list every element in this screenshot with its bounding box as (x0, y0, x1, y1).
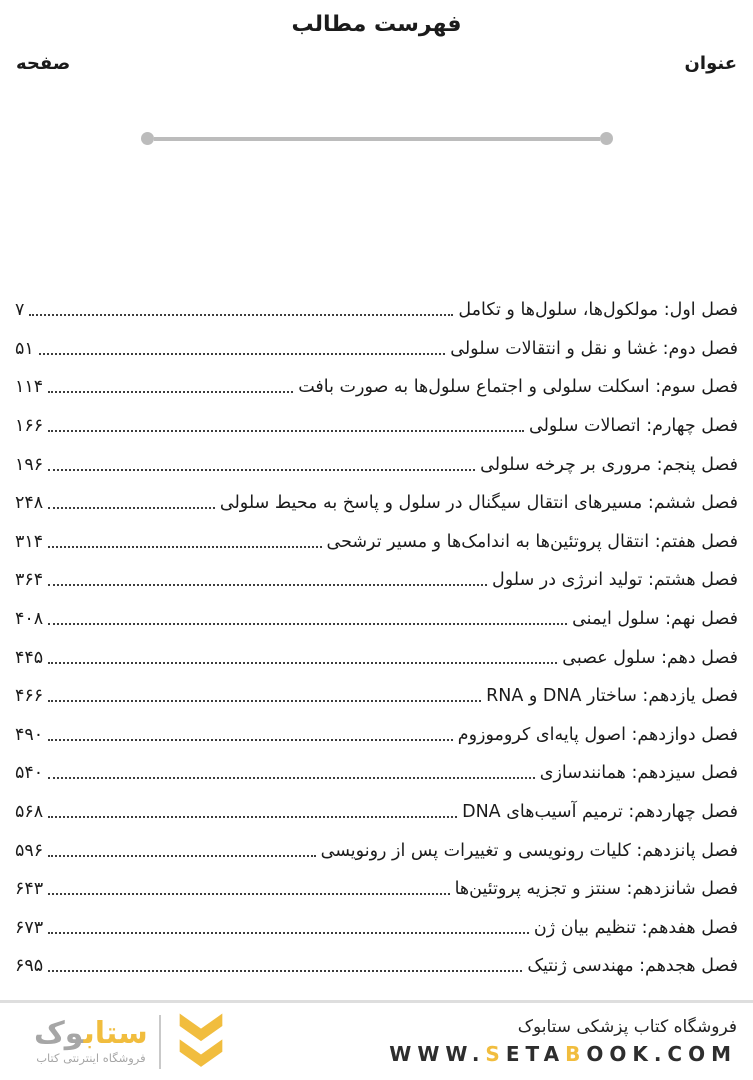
toc-entry (15, 523, 738, 562)
toc-entry-page: ۷ (15, 300, 25, 321)
dotted-leader (48, 855, 315, 857)
toc-entry-page: ۳۱۴ (15, 531, 44, 552)
column-header-title: عنوان (684, 53, 737, 74)
toc-entry-title: فصل پنجم: مروری بر چرخه سلولی (480, 454, 738, 475)
setabook-brand (34, 1010, 230, 1074)
toc-entry-page: ۱۱۴ (15, 377, 44, 398)
toc-entry (15, 677, 738, 716)
toc-entry-title: فصل چهارم: اتصالات سلولی (529, 416, 738, 437)
column-headers (0, 53, 753, 74)
toc-entry-title: فصل یازدهم: ساختار DNA و RNA (486, 686, 738, 707)
column-header-page: صفحه (16, 53, 71, 74)
toc-entry-title: فصل هفتم: انتقال پروتئین‌ها به اندامک‌ها و مسیر ترشحی (326, 531, 738, 552)
toc-entry (15, 793, 738, 832)
toc-entry (15, 831, 738, 870)
toc-entry (15, 947, 738, 986)
dotted-leader (48, 623, 567, 625)
toc-entry-title: فصل دوازدهم: اصول پایه‌ای کروموزوم (457, 724, 738, 745)
footer (0, 1000, 753, 1080)
toc-entry-title: فصل هشتم: تولید انرژی در سلول (492, 570, 738, 591)
toc-entry (15, 291, 738, 330)
dotted-leader (48, 816, 457, 818)
url-letter-s: S (485, 1042, 506, 1066)
toc-entry (15, 909, 738, 948)
toc-entry-page: ۱۶۶ (15, 416, 44, 437)
store-info (389, 1017, 737, 1066)
toc-entry (15, 445, 738, 484)
setabook-chevron-logo-icon (172, 1010, 230, 1074)
toc-entry (15, 754, 738, 793)
section-divider (141, 132, 613, 145)
toc-entry (15, 600, 738, 639)
setabook-wordmark (34, 1015, 148, 1051)
toc-entry-title: فصل نهم: سلول ایمنی (572, 609, 738, 630)
dotted-leader (48, 584, 487, 586)
page-title: فهرست مطالب (291, 12, 462, 37)
toc-entry-page: ۶۴۳ (15, 879, 44, 900)
dotted-leader (39, 353, 445, 355)
toc-entry-page: ۴۹۰ (15, 724, 44, 745)
toc-entry-title: فصل هفدهم: تنظیم بیان ژن (533, 917, 738, 938)
toc-entry (15, 561, 738, 600)
toc-entry-title: فصل ششم: مسیرهای انتقال سیگنال در سلول و پاسخ به محیط سلولی (219, 493, 738, 514)
toc-entry-page: ۴۰۸ (15, 609, 44, 630)
divider-dot-right (600, 132, 613, 145)
dotted-leader (48, 970, 522, 972)
toc-entry-title: فصل هجدهم: مهندسی ژنتیک (527, 956, 738, 977)
toc-entry-title: فصل دهم: سلول عصبی (562, 647, 738, 668)
toc-entry-page: ۲۴۸ (15, 493, 44, 514)
dotted-leader (48, 662, 557, 664)
toc-entry-page: ۱۹۶ (15, 454, 44, 475)
toc-entry (15, 638, 738, 677)
toc-entry-title: فصل شانزدهم: سنتز و تجزیه پروتئین‌ها (454, 879, 738, 900)
dotted-leader (48, 932, 529, 934)
dotted-leader (48, 430, 524, 432)
store-name-line: فروشگاه کتاب پزشکی ستابوک (517, 1017, 737, 1037)
setabook-tagline: فروشگاه اینترنتی کتاب (36, 1051, 146, 1066)
wordmark-yellow-part: ستاب (83, 1015, 148, 1051)
toc-entry-page: ۵۱ (15, 338, 34, 359)
toc-entry-page: ۵۴۰ (15, 763, 44, 784)
toc-entry-title: فصل سیزدهم: همانندسازی (539, 763, 738, 784)
toc-entry (15, 716, 738, 755)
toc-entry-title: فصل دوم: غشا و نقل و انتقالات سلولی (450, 338, 738, 359)
toc-entry-page: ۵۹۶ (15, 840, 44, 861)
toc-entry-page: ۳۶۴ (15, 570, 44, 591)
dotted-leader (48, 739, 453, 741)
toc-entry (15, 330, 738, 369)
dotted-leader (29, 314, 453, 316)
url-rest: OOK.COM (586, 1042, 737, 1066)
toc-entry-title: فصل پانزدهم: کلیات رونویسی و تغییرات پس از رونویسی (320, 840, 738, 861)
toc-entry (15, 870, 738, 909)
toc-entry-page: ۶۹۵ (15, 956, 44, 977)
dotted-leader (48, 893, 449, 895)
toc-entry-page: ۵۶۸ (15, 802, 44, 823)
toc-entry-page: ۶۷۳ (15, 917, 44, 938)
url-prefix: WWW. (389, 1042, 486, 1066)
toc-entry-page: ۴۴۵ (15, 647, 44, 668)
dotted-leader (48, 469, 475, 471)
toc-entry-page: ۴۶۶ (15, 686, 44, 707)
logo-divider-bar (159, 1015, 161, 1069)
dotted-leader (48, 546, 321, 548)
divider-dot-left (141, 132, 154, 145)
toc-entry-title: فصل سوم: اسکلت سلولی و اجتماع سلول‌ها به صورت بافت (298, 377, 738, 398)
toc-entry (15, 407, 738, 446)
toc-list (0, 291, 753, 986)
toc-entry (15, 484, 738, 523)
dotted-leader (48, 391, 293, 393)
toc-entry-title: فصل چهاردهم: ترمیم آسیب‌های DNA (462, 802, 738, 823)
dotted-leader (48, 700, 481, 702)
url-letter-b: B (565, 1042, 587, 1066)
divider-line (154, 137, 600, 141)
url-eta: ETA (505, 1042, 566, 1066)
setabook-wordmark-block (34, 1015, 148, 1066)
toc-entry-title: فصل اول: مولکول‌ها، سلول‌ها و تکامل (458, 300, 738, 321)
toc-entry (15, 368, 738, 407)
dotted-leader (48, 777, 535, 779)
wordmark-gray-part: وک (34, 1015, 84, 1051)
dotted-leader (48, 507, 215, 509)
website-url (389, 1042, 737, 1066)
